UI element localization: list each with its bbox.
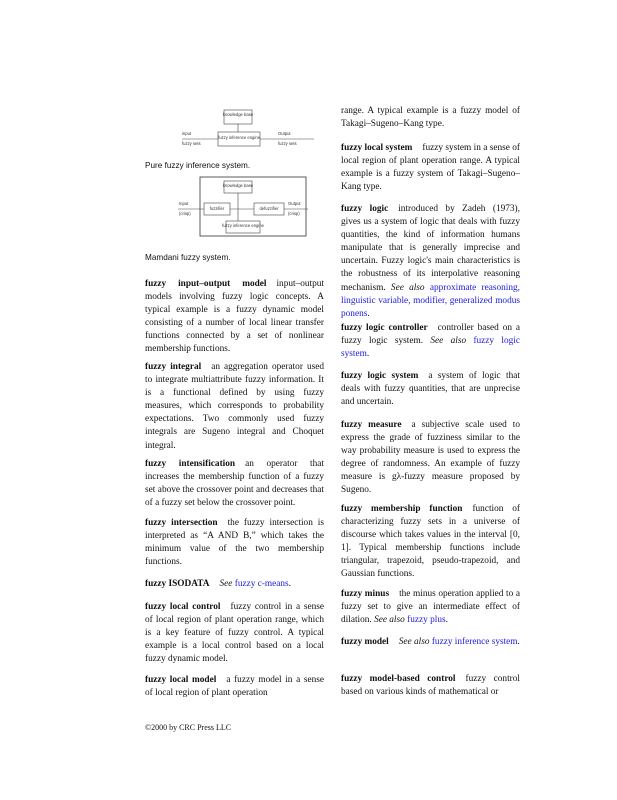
entry-term: fuzzy intensification <box>145 459 236 469</box>
fig2-knowledge-label: knowledge base <box>222 183 254 188</box>
entry-term: fuzzy model-based control <box>341 674 456 684</box>
cross-reference-link[interactable]: fuzzy plus <box>407 615 446 626</box>
fig1-engine-label: fuzzy inference engine <box>218 135 260 140</box>
entry-fuzzy-measure <box>341 419 520 498</box>
figure-caption-2: Mamdani fuzzy system. <box>145 253 231 262</box>
entry-definition: the fuzzy intersection is interpreted as “A AND B,” which takes the minimum value of the two membership functions. <box>145 518 324 568</box>
entry-term: fuzzy logic system <box>341 371 419 381</box>
fig2-defuzzifier-label: defuzzifier <box>259 206 279 211</box>
cross-reference-link[interactable]: fuzzy c-means <box>234 579 289 589</box>
fig2-engine-label: fuzzy inference engine <box>222 223 264 228</box>
copyright-footer: ©2000 by CRC Press LLC <box>145 723 232 732</box>
entry-definition: a subjective scale used to express the grade of fuzziness similar to the way probability measure is used to express the degree of randomness. An example of fuzzy measure is gλ-fuzzy measure proposed by Sugeno. <box>341 420 520 496</box>
fig2-input-sub: (crisp) <box>179 211 191 216</box>
entry-term: fuzzy intersection <box>145 518 218 528</box>
entry-definition: fuzzy control based on various kinds of mathematical or <box>341 674 520 698</box>
entry-definition: fuzzy control in a sense of local region of plant operation range, which is a key feature of fuzzy control. A typical example is a local control based on a local fuzzy dynamic model. <box>145 602 324 665</box>
entry-definition: introduced by Zadeh (1973), gives us a system of logic that deals with fuzzy quantities, the kind of information humans manipulate that is generally imprecise and uncertain. Fuzzy logic's main characteristics is the robustness of its interpolative reasoning mechanism. <box>341 204 520 293</box>
fig1-output-label: Output <box>278 131 291 136</box>
fig2-output-label: Output <box>288 201 301 206</box>
entry-fuzzy-minus <box>341 588 520 627</box>
fig2-fuzzifier-label: fuzzifier <box>209 206 225 211</box>
entry-tail: . <box>517 637 520 647</box>
entry-fuzzy-model-based-control <box>341 673 520 699</box>
see-also-label: See also <box>374 615 405 626</box>
entry-term: fuzzy input–output model <box>145 279 267 289</box>
entry-fuzzy-local-model <box>145 674 324 700</box>
entry-term: fuzzy minus <box>341 589 390 599</box>
entry-fuzzy-intensification <box>145 458 324 510</box>
entry-definition: controller based on a fuzzy logic system. <box>341 323 520 347</box>
fig2-output-sub: (crisp) <box>288 211 300 216</box>
entry-definition: function of characterizing fuzzy sets in a universe of discourse which takes values in the interval [0, 1]. Typical membership functions include triangular, trapezoid, pseudo-trapezoid, and Gaussian functions. <box>341 504 520 580</box>
entry-tail: . <box>366 349 370 360</box>
entry-definition: input–output models involving fuzzy logic concepts. A typical example is a fuzzy dynamic model consisting of a number of local linear transfer functions connected by a set of nonlinear membership functions. <box>145 279 324 355</box>
entry-fuzzy-integral <box>145 361 324 453</box>
pure-fuzzy-diagram <box>178 104 318 154</box>
entry-tail: . <box>445 615 448 626</box>
cross-reference-link[interactable]: fuzzy inference system <box>431 637 518 647</box>
cross-reference-link[interactable]: fuzzy logic system <box>341 336 520 360</box>
entry-tail: . <box>288 579 291 589</box>
entry-term: fuzzy logic controller <box>341 323 428 333</box>
entry-term: fuzzy local system <box>341 143 413 153</box>
entry-term: fuzzy local model <box>145 675 217 685</box>
fig2-input-label: Input <box>179 201 189 206</box>
entry-fuzzy-logic <box>341 203 520 321</box>
fig1-knowledge-label: knowledge base <box>222 112 254 117</box>
fig1-output-sub: fuzzy sets <box>278 141 297 146</box>
entry-term: fuzzy membership function <box>341 504 463 514</box>
cross-reference-link[interactable]: approximate reasoning, linguistic variable, modifier, generalized modus ponens <box>341 282 521 319</box>
figure-caption-1: Pure fuzzy inference system. <box>145 161 251 170</box>
entry-term: fuzzy measure <box>341 420 402 430</box>
entry-fuzzy-logic-system <box>341 370 520 409</box>
fig1-input-label: input <box>182 131 192 136</box>
entry-fuzzy-membership-function <box>341 503 520 582</box>
entry-definition: fuzzy system in a sense of local region of plant operation range. A typical example is a fuzzy system of Takagi–Sugeno–Kang type. <box>341 143 520 193</box>
entry-definition: a system of logic that deals with fuzzy quantities, that are unprecise and uncertain. <box>341 371 520 408</box>
entry-tail: . <box>367 308 370 319</box>
entry-definition: an operator that increases the membership function of a fuzzy set above the crossover point and decreases that of a fuzzy set below the crossover point. <box>145 459 324 509</box>
entry-term: fuzzy integral <box>145 362 202 372</box>
entry-fuzzy-logic-controller <box>341 322 520 361</box>
entry-fuzzy-model <box>341 636 520 649</box>
entry-continuation <box>341 105 520 131</box>
entry-fuzzy-local-control <box>145 601 324 666</box>
fig1-input-sub: fuzzy sets <box>182 141 201 146</box>
mamdani-diagram <box>178 175 308 240</box>
entry-term: fuzzy logic <box>341 204 389 214</box>
entry-fuzzy-intersection <box>145 517 324 569</box>
entry-fuzzy-local-system <box>341 142 520 194</box>
entry-fuzzy-isodata <box>145 578 324 591</box>
entry-term: fuzzy model <box>341 637 389 647</box>
entry-term: fuzzy local control <box>145 602 221 612</box>
see-also-label: See also <box>390 282 425 293</box>
entry-term: fuzzy ISODATA <box>145 579 210 589</box>
see-label: See <box>219 579 233 589</box>
entry-fuzzy-input-output-model <box>145 278 324 357</box>
see-also-label: See also <box>430 336 467 347</box>
entry-definition: the minus operation applied to a fuzzy set to give an intermediate effect of dilation. <box>341 589 520 626</box>
entry-definition: an aggregation operator used to integrate multiattribute fuzzy information. It is a functional defined by using fuzzy measures, which corresponds to probability expectations. Two commonly used fuzzy integrals are Sugeno integral and Choquet integral. <box>145 362 324 451</box>
see-also-label: See also <box>398 637 430 647</box>
entry-definition: a fuzzy model in a sense of local region of plant operation <box>145 675 324 699</box>
entry-definition: range. A typical example is a fuzzy model of Takagi–Sugeno–Kang type. <box>341 106 520 130</box>
